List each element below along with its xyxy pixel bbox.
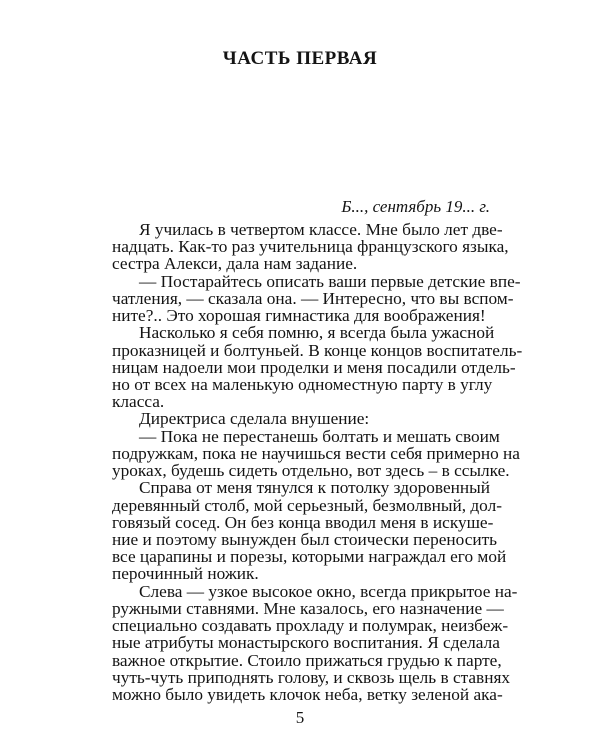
- text-line: — Постарайтесь описать ваши первые детские впе-: [139, 271, 521, 291]
- dateline: Б..., сентябрь 19... г.: [341, 197, 490, 216]
- text-line: ние и поэтому вынужден был стоически переносить: [112, 530, 498, 549]
- text-line: все царапины и порезы, которыми награждал его мой: [112, 547, 507, 567]
- text-line: специально создавать прохладу и полумрак, неизбеж-: [112, 616, 509, 636]
- page-number: 5: [295, 708, 305, 727]
- text-line: перочинный ножик.: [112, 564, 259, 584]
- text-line: чатления, — сказала она. — Интересно, что вы вспом-: [112, 288, 514, 308]
- text-line: деревянный столб, мой серьезный, безмолвный, дол-: [112, 495, 502, 515]
- text-line: но от всех на маленькую одноместную парту в углу: [112, 375, 493, 394]
- text-line: Директриса сделала внушение:: [139, 409, 370, 429]
- text-line: класса.: [112, 392, 165, 412]
- text-line: ните?.. Это хорошая гимнастика для воображения!: [112, 306, 486, 326]
- text-line: говязый сосед. Он без конца вводил меня в искуше-: [112, 512, 494, 532]
- text-line: надцать. Как-то раз учительница французского языка,: [112, 237, 509, 257]
- part-heading: ЧАСТЬ ПЕРВАЯ: [222, 48, 378, 69]
- text-line: проказницей и болтуньей. В конце концов воспитатель-: [112, 340, 523, 360]
- text-line: важное открытие. Стоило прижаться грудью к парте,: [112, 650, 502, 670]
- text-line: ружными ставнями. Мне казалось, его назначение —: [112, 598, 504, 618]
- text-line: Справа от меня тянулся к потолку здоровенный: [139, 478, 490, 498]
- text-line: ные атрибуты монастырского воспитания. Я сделала: [112, 633, 500, 653]
- text-line: Насколько я себя помню, я всегда была ужасной: [139, 323, 495, 343]
- text-line: ницам надоели мои проделки и меня посадили отдель-: [112, 357, 516, 377]
- text-line: Я училась в четвертом классе. Мне было лет две-: [139, 220, 503, 239]
- text-line: сестра Алекси, дала нам задание.: [112, 254, 358, 274]
- text-line: можно было увидеть клочок неба, ветку зеленой ака-: [112, 685, 503, 704]
- text-line: Слева — узкое высокое окно, всегда прикрытое на-: [139, 581, 518, 601]
- text-line: — Пока не перестанешь болтать и мешать своим: [139, 426, 500, 446]
- text-line: чуть-чуть приподнять голову, и сквозь щель в ставнях: [112, 667, 511, 687]
- text-line: подружкам, пока не научишься вести себя примерно на: [112, 443, 520, 463]
- text-line: уроках, будешь сидеть отдельно, вот здесь – в ссылке.: [112, 461, 510, 481]
